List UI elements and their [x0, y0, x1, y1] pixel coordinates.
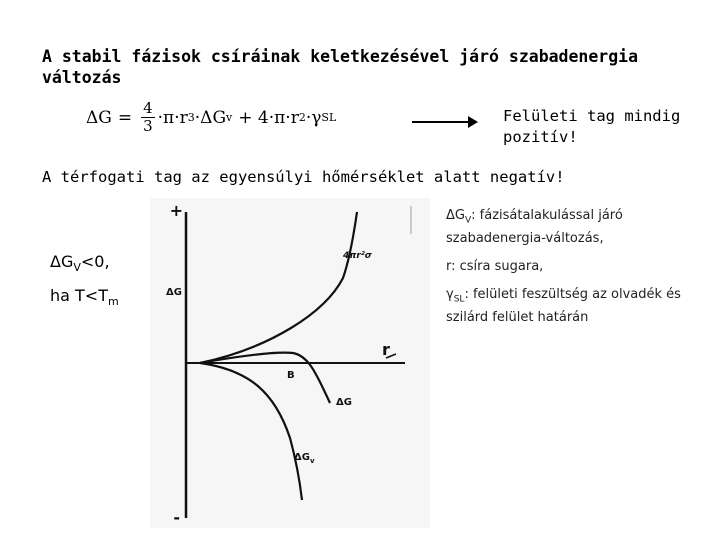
- formula-lhs: ΔG: [86, 107, 112, 128]
- volume-term-note: A térfogati tag az egyensúlyi hőmérséklet alatt negatív!: [42, 168, 565, 186]
- condition-temp: ha T<T: [50, 286, 108, 305]
- plus-sign-label: +: [169, 201, 183, 220]
- free-energy-formula: [86, 100, 336, 135]
- surface-term-note: Felületi tag mindig pozitív!: [503, 107, 681, 146]
- right-arrow-icon: [410, 112, 480, 132]
- condition-temp-sub: m: [107, 295, 119, 309]
- formula-term2-sub: SL: [321, 111, 337, 124]
- condition-symbol-sub: V: [73, 261, 81, 275]
- formula-term1-sub: v: [226, 111, 233, 124]
- legend-symbol-sub: V: [464, 215, 472, 226]
- free-energy-diagram: [150, 198, 430, 528]
- legend-item-gamma: [446, 286, 706, 326]
- condition-rest: <0,: [80, 252, 110, 271]
- formula-term1-rest: ·ΔG: [194, 107, 227, 128]
- condition-symbol: ΔG: [50, 252, 74, 271]
- formula-fraction: [141, 100, 155, 135]
- legend-symbol: r: [446, 259, 452, 274]
- condition-line-1: [50, 252, 110, 274]
- legend-symbol: γ: [446, 287, 454, 302]
- legend-text: : fázisátalakulással járó szabadenergia-változás,: [446, 208, 623, 246]
- point-b-label: B: [287, 370, 295, 381]
- formula-term1-exponent: 3: [187, 111, 195, 124]
- volume-curve-label: $\Delta G_v$: [294, 452, 315, 465]
- total-curve-label: ΔG: [336, 397, 352, 408]
- legend-symbol: ΔG: [446, 208, 465, 223]
- fraction-denominator: 3: [143, 117, 153, 135]
- y-axis-label: ΔG: [166, 287, 182, 298]
- formula-term2-exponent: 2: [298, 111, 306, 124]
- formula-term2: + 4·π·r: [238, 107, 299, 128]
- legend-text: : felületi feszültség az olvadék és szilárd felület határán: [446, 287, 681, 325]
- legend-item-r: [446, 258, 706, 275]
- minus-sign-label: -: [173, 508, 180, 527]
- surface-curve-label: 4πr²σ: [343, 251, 372, 261]
- legend-symbol-sub: SL: [453, 294, 465, 305]
- condition-line-2: [50, 286, 119, 308]
- formula-term1: ·π·r: [157, 107, 188, 128]
- slide-title: A stabil fázisok csíráinak keletkezésével járó szabadenergia változás: [42, 47, 639, 87]
- formula-equals: =: [117, 107, 133, 128]
- formula-term2-rest: ·γ: [305, 107, 322, 128]
- fraction-numerator: 4: [143, 99, 153, 117]
- x-axis-label: r: [382, 340, 390, 359]
- legend-text: : csíra sugara,: [451, 259, 544, 274]
- legend-item-dgv: [446, 207, 706, 247]
